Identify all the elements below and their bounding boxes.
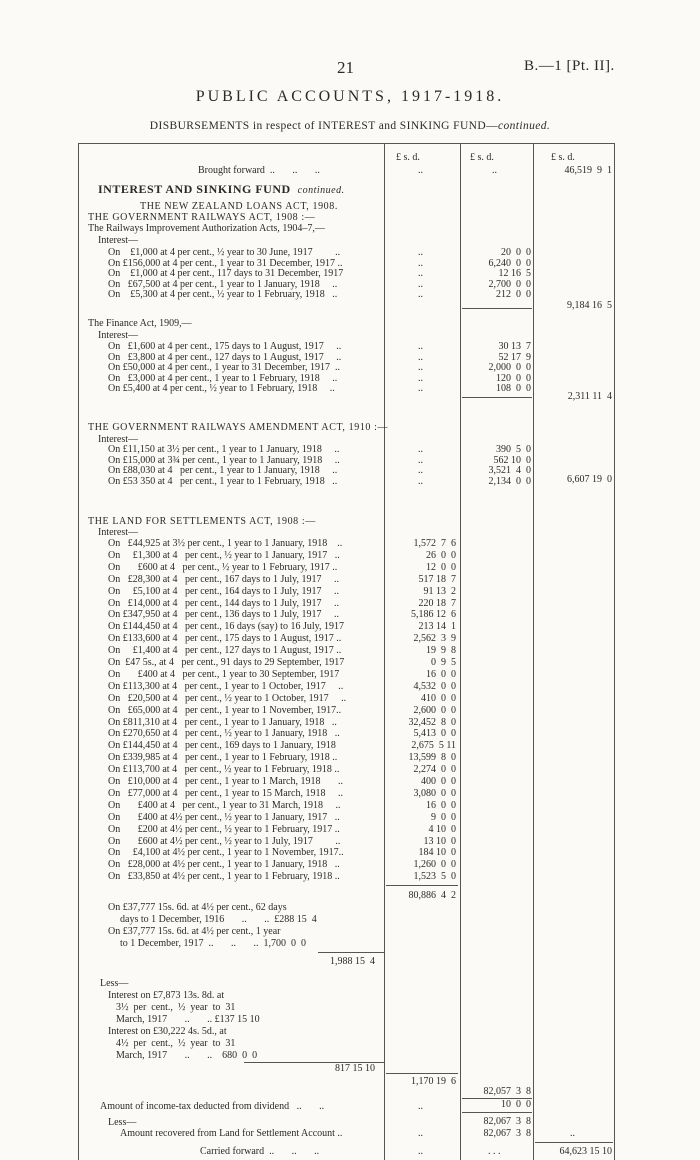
table-row-value: 108 0 0 [496,383,531,394]
table-row-value: 184 10 0 [418,847,456,859]
table-row-text: On £156,000 at 4 per cent., 1 year to 31 December, 1917 .. [108,257,343,269]
table-row-value: 26 0 0 [426,549,456,561]
dots: .. [418,257,423,269]
table-row-value: 2,000 0 0 [488,362,531,373]
table-row-value: 9 0 0 [431,811,456,823]
table-row-value: 12 0 0 [426,561,456,573]
extra-line: to 1 December, 1917 .. .. .. 1,700 0 0 [120,938,306,949]
table-row-value: 3,080 0 0 [413,787,456,799]
table-row-text: On £14,000 at 4 per cent., 144 days to 1 July, 1917 .. [108,597,339,609]
table-row-value: 5,186 12 6 [411,609,456,621]
land-subtotal: 80,886 4 2 [408,890,456,901]
table-row-value: 12 16 5 [498,268,531,279]
finance-act-heading: The Finance Act, 1909,— [88,318,192,329]
table-row-value: 30 13 7 [498,341,531,352]
table-row-text: On £400 at 4½ per cent., ½ year to 1 January, 1917 .. [108,811,340,823]
recovered-value-2: 82,067 3 8 [483,1128,531,1139]
table-row-text: On £3,000 at 4 per cent., 1 year to 1 February, 1918 .. [108,372,338,384]
sum-rule [535,1142,613,1143]
table-row-value: 13 10 0 [423,835,456,847]
page-title: PUBLIC ACCOUNTS, 1917-1918. [195,88,505,105]
table-row-text: On £50,000 at 4 per cent., 1 year to 31 December, 1917 .. [108,362,341,373]
table-right-rule [614,143,615,1160]
table-row-text: On £77,000 at 4 per cent., 1 year to 15 March, 1918 .. [108,787,343,799]
table-row-text: On £5,100 at 4 per cent., 164 days to 1 July, 1917 .. [108,585,339,597]
table-row-text: On £113,700 at 4 per cent., ½ year to 1 February, 1918 .. [108,764,340,776]
subtitle-continued: continued. [497,120,551,132]
table-row-value: 1,260 0 0 [413,859,456,871]
table-row-text: On £65,000 at 4 per cent., 1 year to 1 November, 1917.. [108,704,342,716]
railways-amendment-heading: THE GOVERNMENT RAILWAYS AMENDMENT ACT, 1910 :— [88,422,389,433]
land-col2-total: 82,057 3 8 [483,1086,531,1097]
sum-rule [462,1112,532,1113]
table-row-text: On £113,300 at 4 per cent., 1 year to 1 October, 1917 .. [108,680,344,692]
table-row-text: On £811,310 at 4 per cent., 1 year to 1 January, 1918 .. [108,716,337,728]
dots: .. [418,444,423,455]
sum-rule [462,397,532,398]
heading-continued: continued. [297,185,345,196]
table-row-text: On £1,600 at 4 per cent., 175 days to 1 August, 1917 .. [108,341,342,352]
dots: .. [418,372,423,384]
dots: .. [418,278,423,290]
table-row-text: On £200 at 4½ per cent., ½ year to 1 February, 1917 .. [108,823,340,835]
dots: .. [418,289,423,300]
subtitle-main: DISBURSEMENTS in respect of INTEREST and SINKING FUND— [149,120,498,132]
dots: .. [418,247,423,258]
table-row-value: 390 5 0 [496,444,531,455]
dots: .. [418,341,423,352]
table-row-value: 2,600 0 0 [413,704,456,716]
income-tax-value: 10 0 0 [501,1099,531,1110]
page-number: 21 [337,58,354,77]
table-row-text: On £600 at 4½ per cent., ½ year to 1 July, 1917 .. [108,835,341,847]
dots: .. [418,1128,423,1139]
table-row-text: On £11,150 at 3½ per cent., 1 year to 1 January, 1918 .. [108,444,340,455]
column-rule-3 [533,143,534,1160]
table-row-text: On £10,000 at 4 per cent., 1 year to 1 March, 1918 .. [108,776,343,787]
table-row-value: 19 9 8 [426,645,456,657]
table-row-text: On £1,400 at 4 per cent., 127 days to 1 August, 1917 .. [108,645,342,657]
less-line: 4½ per cent., ½ year to 31 [116,1038,236,1049]
table-row-value: 212 0 0 [496,289,531,300]
less-line: March, 1917 .. .. £137 15 10 [116,1014,260,1025]
table-row-value: 5,413 0 0 [413,728,456,740]
table-row-value: 2,274 0 0 [413,764,456,776]
sum-rule [386,885,458,886]
table-row-value: 4,532 0 0 [413,680,456,692]
table-row-value: 4 10 0 [428,823,456,835]
table-row-text: On £1,300 at 4 per cent., ½ year to 1 January, 1917 .. [108,549,340,561]
table-row-text: On £144,450 at 4 per cent., 16 days (say) to 16 July, 1917 [108,621,344,633]
table-row-text: On £4,100 at 4½ per cent., 1 year to 1 November, 1917.. [108,847,344,859]
dots: . . . [488,1146,501,1157]
column-header-1: £ s. d. [396,152,420,163]
table-row-text: On £67,500 at 4 per cent., 1 year to 1 January, 1918 .. [108,278,338,290]
table-row-value: 2,675 5 11 [411,740,456,752]
dots: .. [570,1128,575,1139]
table-row-text: On £3,800 at 4 per cent., 127 days to 1 August, 1917 .. [108,351,342,363]
less-label: Less— [108,1117,137,1128]
table-row-value: 91 13 2 [423,585,456,597]
land-act-heading: THE LAND FOR SETTLEMENTS ACT, 1908 :— [88,516,316,527]
brought-forward-total: 46,519 9 1 [564,165,612,176]
extra-line: On £37,777 15s. 6d. at 4½ per cent., 62 days [108,902,287,913]
table-row-value: 13,599 8 0 [408,752,456,764]
table-row-value: 2,134 0 0 [488,475,531,487]
extra-total: 1,988 15 4 [330,956,375,967]
table-row-value: 213 14 1 [418,621,456,633]
table-row-text: On £133,600 at 4 per cent., 175 days to 1 August, 1917 .. [108,633,342,645]
table-row-value: 2,700 0 0 [488,278,531,290]
less-line: Interest on £7,873 13s. 8d. at [108,990,225,1001]
dots: .. [418,165,423,176]
dots: .. [418,465,423,476]
interest-label: Interest— [98,235,138,246]
table-row-value: 517 18 7 [418,573,456,585]
table-row-text: On £600 at 4 per cent., ½ year to 1 February, 1917 .. [108,561,338,573]
table-row-text: On £88,030 at 4 per cent., 1 year to 1 January, 1918 .. [108,465,338,476]
column-rule-1 [384,143,385,1160]
table-left-rule [78,143,79,1160]
dots: .. [418,454,423,466]
dots: .. [418,351,423,363]
table-row-text: On £33,850 at 4½ per cent., 1 year to 1 February, 1918 .. [108,871,340,883]
carried-forward-total: 64,623 15 10 [559,1146,612,1157]
finance-1909-total: 2,311 11 4 [567,391,612,402]
table-row-value: 562 10 0 [493,454,531,466]
dots: .. [418,268,423,279]
table-row-text: On £270,650 at 4 per cent., ½ year to 1 January, 1918 .. [108,728,340,740]
railways-1910-total: 6,607 19 0 [567,474,612,485]
table-row-text: On £1,000 at 4 per cent., 117 days to 31 December, 1917 [108,268,344,279]
table-row-value: 52 17 9 [498,351,531,363]
dots: .. [418,1101,423,1112]
table-row-value: 410 0 0 [421,692,456,704]
interest-label: Interest— [98,330,138,341]
table-row-value: 6,240 0 0 [488,257,531,269]
recovered-value-1: 82,067 3 8 [483,1116,531,1127]
sum-rule [318,952,384,953]
table-row-value: 16 0 0 [426,799,456,811]
less-line: March, 1917 .. .. 680 0 0 [116,1050,258,1061]
brought-forward-label: Brought forward .. .. .. [198,165,320,176]
table-row-text: On £47 5s., at 4 per cent., 91 days to 29 September, 1917 [108,657,345,668]
table-row-text: On £5,300 at 4 per cent., ½ year to 1 February, 1918 .. [108,289,338,300]
less-total: 817 15 10 [335,1063,375,1074]
table-row-text: On £144,450 at 4 per cent., 169 days to 1 January, 1918 [108,740,336,752]
less-line: Interest on £30,222 4s. 5d., at [108,1026,227,1037]
table-row-text: On £28,000 at 4½ per cent., 1 year to 1 January, 1918 .. [108,859,340,871]
table-row-value: 120 0 0 [496,372,531,384]
section-heading [98,183,345,197]
table-row-value: 20 0 0 [501,247,531,258]
table-row-text: On £53 350 at 4 per cent., 1 year to 1 February, 1918 .. [108,475,338,487]
railways-1908-total: 9,184 16 5 [567,300,612,311]
document-reference: B.—1 [Pt. II]. [524,58,615,74]
railways-sub-heading: The Railways Improvement Authorization Acts, 1904–7,— [88,223,325,234]
page-header [0,0,700,150]
page-subtitle [0,120,700,132]
table-row-text: On £28,300 at 4 per cent., 167 days to 1 July, 1917 .. [108,573,339,585]
table-row-value: 2,562 3 9 [413,633,456,645]
table-row-value: 220 18 7 [418,597,456,609]
table-row-text: On £400 at 4 per cent., 1 year to 31 March, 1918 .. [108,799,341,811]
interest-label: Interest— [98,527,138,538]
heading-main: INTEREST AND SINKING FUND [98,182,291,196]
extra-line: days to 1 December, 1916 .. .. £288 15 4 [120,914,317,925]
column-header-2: £ s. d. [470,152,494,163]
sum-rule [386,1073,458,1074]
income-tax-label: Amount of income-tax deducted from dividend .. .. [100,1101,325,1112]
table-row-text: On £20,500 at 4 per cent., ½ year to 1 October, 1917 .. [108,692,347,704]
table-row-value: 1,572 7 6 [413,538,456,549]
column-header-3: £ s. d. [551,152,575,163]
dots: .. [418,475,423,487]
table-row-text: On £347,950 at 4 per cent., 136 days to 1 July, 1917 .. [108,609,339,621]
table-row-text: On £400 at 4 per cent., 1 year to 30 September, 1917 [108,668,340,680]
less-line: 3½ per cent., ½ year to 31 [116,1002,236,1013]
dots: .. [418,1146,423,1157]
table-row-text: On £44,925 at 3½ per cent., 1 year to 1 January, 1918 .. [108,538,343,549]
dots: .. [418,383,423,394]
table-row-value: 32,452 8 0 [408,716,456,728]
dots: .. [418,362,423,373]
table-row-value: 1,523 5 0 [413,871,456,883]
land-net: 1,170 19 6 [411,1076,456,1087]
table-row-text: On £5,400 at 4 per cent., ½ year to 1 February, 1918 .. [108,383,335,394]
sum-rule [462,308,532,309]
dots: .. [492,165,497,176]
table-row-text: On £339,985 at 4 per cent., 1 year to 1 February, 1918 .. [108,752,338,764]
table-top-rule [78,143,614,144]
table-row-text: On £1,000 at 4 per cent., ½ year to 30 June, 1917 .. [108,247,341,258]
table-row-value: 0 9 5 [431,657,456,668]
table-row-value: 3,521 4 0 [488,465,531,476]
loans-act-heading: THE NEW ZEALAND LOANS ACT, 1908. [140,201,338,212]
column-rule-2 [460,143,461,1160]
carried-forward-label: Carried forward .. .. .. [200,1146,320,1157]
table-row-value: 400 0 0 [421,776,456,787]
table-row-text: On £15,000 at 3¾ per cent., 1 year to 1 January, 1918 .. [108,454,340,466]
interest-label: Interest— [98,434,138,445]
extra-line: On £37,777 15s. 6d. at 4½ per cent., 1 year [108,926,281,937]
less-label: Less— [100,978,129,989]
railways-act-heading: THE GOVERNMENT RAILWAYS ACT, 1908 :— [88,212,316,223]
table-row-value: 16 0 0 [426,668,456,680]
recovered-label: Amount recovered from Land for Settlement Account .. [120,1128,343,1139]
